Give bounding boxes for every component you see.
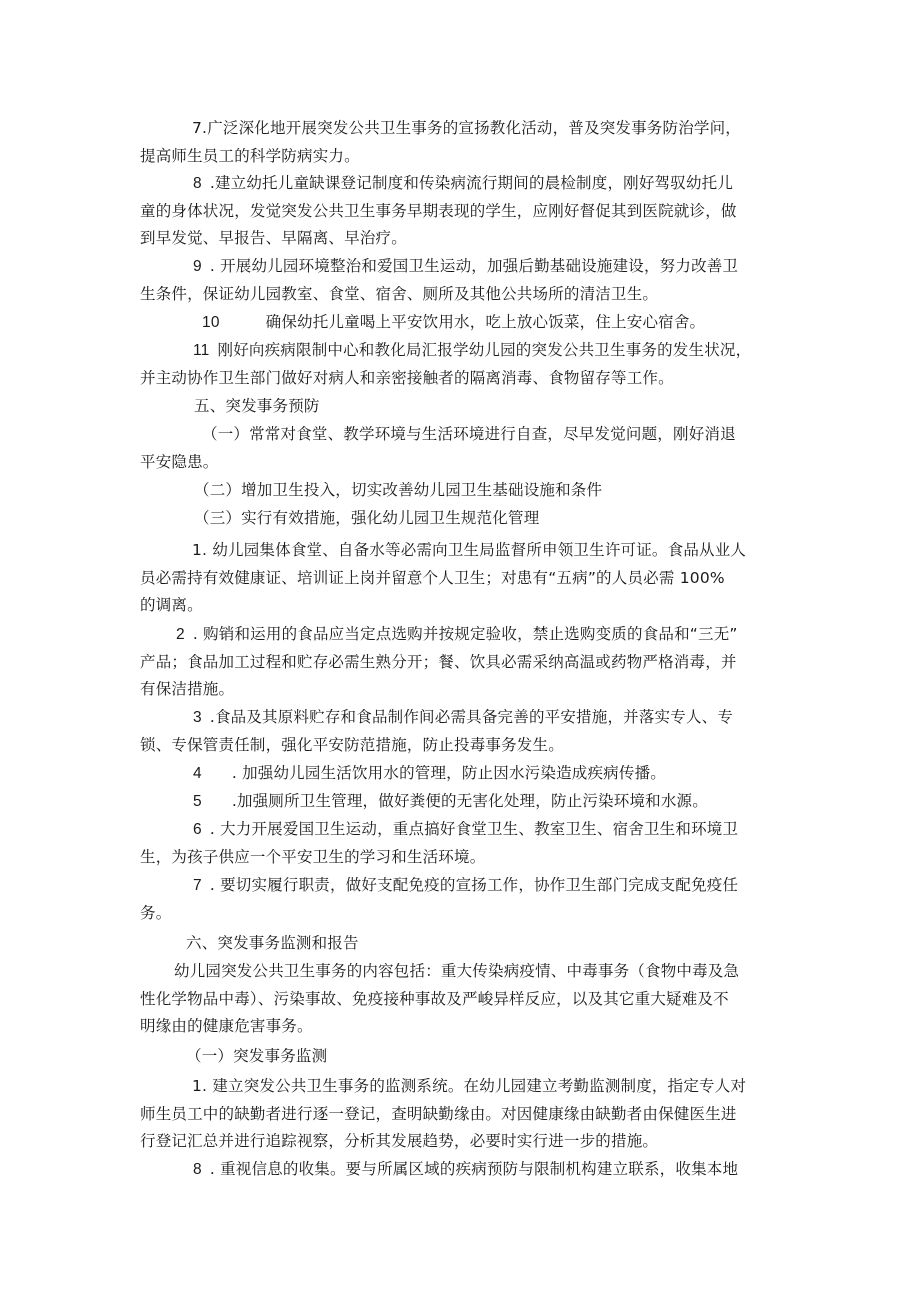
item-number: 6	[193, 821, 202, 838]
text-span: .食品及其原料贮存和食品制作间必需具备完善的平安措施，并落实专人、专	[209, 708, 734, 726]
subsection-monitoring	[140, 1043, 800, 1071]
section-heading-6	[140, 930, 800, 958]
text-span: . 开展幼儿园环境整治和爱国卫生运动，加强后勤基础设施建设，努力改善卫	[209, 257, 739, 275]
text-line: 生，为孩子供应一个平安卫生的学习和生活环境。	[140, 847, 486, 866]
text-span: .建立幼托儿童缺课登记制度和传染病流行期间的晨检制度，刚好驾驭幼托儿	[209, 174, 734, 192]
text-line: 性化学物品中毒）、污染事故、免疫接种事故及严峻异样反应，以及其它重大疑难及不	[140, 989, 729, 1008]
item-number: 2	[176, 626, 185, 643]
text-line	[140, 816, 800, 844]
item-number: 4	[193, 765, 202, 782]
paragraph-item-8	[140, 170, 800, 253]
text-line: 有保洁措施。	[140, 680, 235, 698]
measure-item-6	[140, 816, 800, 871]
paragraph-item-9	[140, 253, 800, 308]
text-span: . 加强幼儿园生活饮用水的管理，防止因水污染造成疾病传播。	[231, 764, 666, 782]
item-number: 11	[193, 342, 210, 359]
measure-item-1	[140, 537, 800, 620]
text-line: 平安隐患。	[140, 452, 219, 471]
measure-item-2	[140, 621, 800, 704]
item-number: 7	[193, 877, 202, 894]
item-number: 8	[193, 1161, 202, 1178]
text-span: . 大力开展爱国卫生运动，重点搞好食堂卫生、教室卫生、宿舍卫生和环境卫	[209, 820, 739, 838]
text-line: 务。	[140, 903, 172, 922]
paragraph-item-7	[140, 115, 800, 170]
text-line	[140, 309, 800, 337]
text-span: . 要切实履行职责，做好支配免疫的宣扬工作，协作卫生部门完成支配免疫任	[209, 876, 739, 894]
text-line: （一）突发事务监测	[186, 1047, 328, 1065]
text-span: 确保幼托儿童喝上平安饮用水，吃上放心饭菜，住上安心宿舍。	[265, 313, 706, 331]
text-line: 锁、专保管责任制，强化平安防范措施，防止投毒事务发生。	[140, 735, 564, 754]
text-line: 7.广泛深化地开展突发公共卫生事务的宣扬教化活动，普及突发事务防治学问，	[192, 119, 741, 137]
text-line	[140, 788, 800, 816]
heading-text: 六、突发事务监测和报告	[186, 934, 359, 952]
text-span: .加强厕所卫生管理，做好粪便的无害化处理，防止污染环境和水源。	[231, 792, 708, 810]
text-line: 幼儿园突发公共卫生事务的内容包括：重大传染病疫情、中毒事务（食物中毒及急	[174, 962, 740, 980]
text-line: （一）常常对食堂、教学环境与生活环境进行自查，尽早发觉问题，刚好消退	[202, 425, 736, 443]
measure-item-4	[140, 760, 800, 788]
item-number: 8	[193, 175, 202, 192]
item-number: 5	[193, 793, 202, 810]
measure-item-5	[140, 788, 800, 816]
text-line: 师生员工中的缺勤者进行逐一登记，查明缺勤缘由。对因健康缘由缺勤者由保健医生进	[140, 1104, 737, 1123]
subsection-1	[140, 421, 800, 476]
monitoring-item-8	[140, 1156, 800, 1184]
text-line: 1. 幼儿园集体食堂、自备水等必需向卫生局监督所申领卫生许可证。食品从业人	[192, 541, 747, 559]
text-line	[140, 1156, 800, 1184]
monitoring-intro	[140, 958, 800, 1041]
text-line	[140, 872, 800, 900]
text-line: 员必需持有效健康证、培训证上岗并留意个人卫生；对患有“五病”的人员必需 100%	[140, 568, 725, 587]
text-line: 1. 建立突发公共卫生事务的监测系统。在幼儿园建立考勤监测制度，指定专人对	[192, 1077, 747, 1095]
text-line: 的调离。	[140, 596, 203, 614]
text-line: 行登记汇总并进行追踪视察，分析其发展趋势，必要时实行进一步的措施。	[140, 1132, 659, 1150]
heading-text: 五、突发事务预防	[194, 397, 320, 415]
text-span: . 重视信息的收集。要与所属区域的疾病预防与限制机构建立联系，收集本地	[209, 1160, 739, 1178]
subsection-2	[140, 477, 800, 505]
measure-item-7	[140, 872, 800, 927]
text-line: 提高师生员工的科学防病实力。	[140, 146, 360, 165]
text-line: 明缘由的健康危害事务。	[140, 1017, 313, 1035]
item-number: 3	[193, 709, 202, 726]
paragraph-item-10	[140, 309, 800, 337]
text-line: 到早发觉、早报告、早隔离、早治疗。	[140, 229, 407, 247]
text-span: 刚好向疾病限制中心和教化局汇报学幼儿园的突发公共卫生事务的发生状况，	[217, 341, 752, 359]
subsection-3	[140, 505, 800, 533]
item-number: 9	[193, 258, 202, 275]
text-line: 产品；食品加工过程和贮存必需生熟分开；餐、饮具必需采纳高温或药物严格消毒，并	[140, 652, 737, 671]
text-line: 并主动协作卫生部门做好对病人和亲密接触者的隔离消毒、食物留存等工作。	[140, 368, 674, 387]
measure-item-3	[140, 704, 800, 759]
section-heading-5	[140, 393, 800, 421]
text-line: （三）实行有效措施，强化幼儿园卫生规范化管理	[194, 509, 540, 527]
text-line: 生条件，保证幼儿园教室、食堂、宿舍、厕所及其他公共场所的清洁卫生。	[140, 284, 659, 303]
text-line	[140, 337, 800, 365]
monitoring-item-1	[140, 1073, 800, 1156]
text-line: （二）增加卫生投入，切实改善幼儿园卫生基础设施和条件	[194, 481, 603, 499]
text-line	[140, 170, 800, 198]
text-line	[140, 253, 800, 281]
text-line	[140, 704, 800, 732]
item-number: 10	[202, 314, 220, 331]
text-line	[140, 760, 800, 788]
text-span: . 购销和运用的食品应当定点选购并按规定验收，禁止选购变质的食品和“三无”	[192, 625, 738, 643]
text-line	[140, 621, 800, 649]
paragraph-item-11	[140, 337, 800, 392]
text-line: 童的身体状况，发觉突发公共卫生事务早期表现的学生，应刚好督促其到医院就诊，做	[140, 201, 737, 220]
